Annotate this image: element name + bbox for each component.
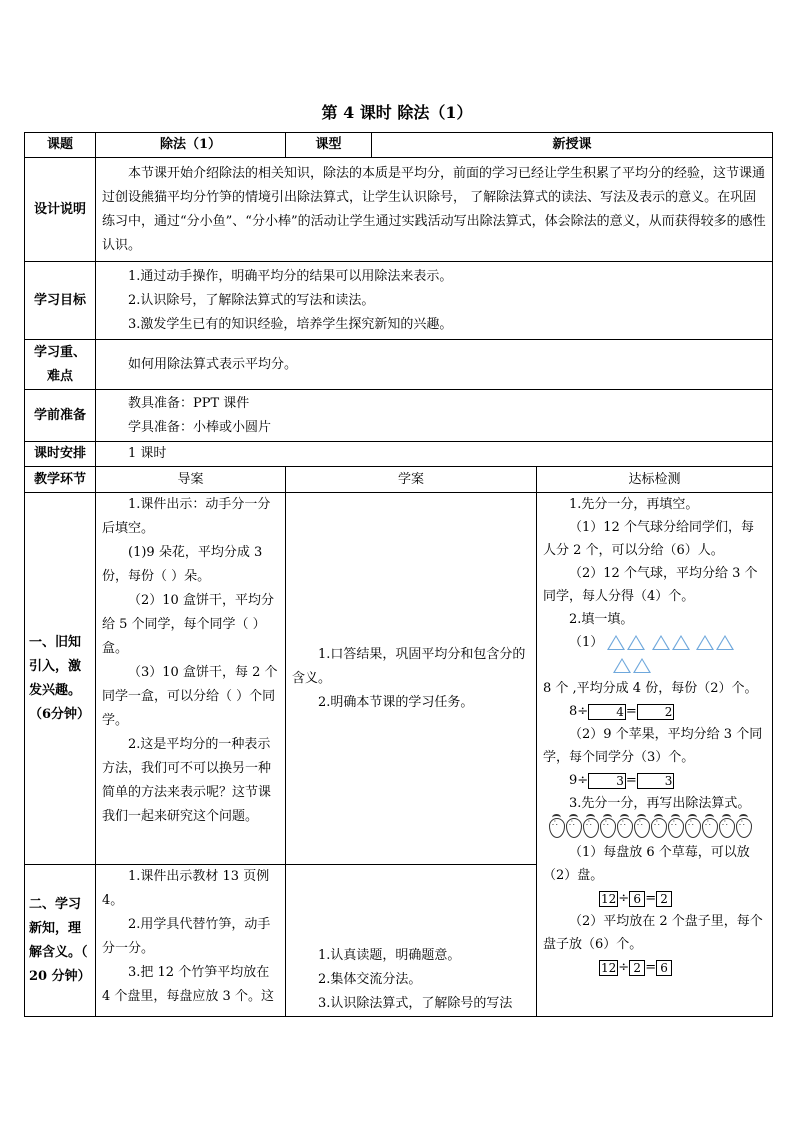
triangle-icon	[607, 635, 625, 650]
strawberry-icon	[685, 818, 701, 838]
strawberry-icon	[566, 818, 582, 838]
page-title: 第 4 课时 除法（1）	[321, 103, 473, 122]
guide-item: 2.用学具代替竹笋，动手分一分。	[102, 917, 271, 956]
check-q2b: （2）9 个苹果，平均分给 3 个同学，每个同学分（3）个。	[543, 727, 763, 765]
eq-operator: ÷	[618, 960, 630, 975]
triangle-icon	[613, 658, 631, 673]
topic-value: 除法（1）	[96, 133, 286, 158]
eq-operator: =	[625, 773, 637, 788]
equation-1	[543, 700, 766, 723]
prep-content	[96, 390, 773, 442]
topic-label: 课题	[25, 133, 96, 158]
check-q3b: （2）平均放在 2 个盘子里，每个盘子放（6）个。	[543, 914, 763, 952]
prep-teacher: 教具准备：PPT 课件	[128, 395, 250, 411]
check-q3a: （1）每盘放 6 个草莓，可以放（2）盘。	[543, 845, 750, 883]
triangle-row	[543, 631, 766, 654]
eq-box: 2	[637, 704, 675, 720]
eq-box: 6	[629, 891, 645, 907]
goal-item: 3.激发学生已有的知识经验，培养学生探究新知的兴趣。	[128, 316, 453, 332]
study-item: 3.认识除法算式，了解除号的写法	[318, 996, 513, 1011]
stage1-study	[286, 493, 537, 865]
eq-number: 8	[569, 704, 578, 719]
guide-item: (1)9 朵花，平均分成 3 份，每份（ ）朵。	[102, 545, 263, 584]
study-item: 2.集体交流分法。	[318, 972, 422, 987]
eq-box: 2	[629, 960, 645, 976]
eq-box: 12	[601, 891, 617, 906]
type-value: 新授课	[372, 133, 773, 158]
guide-item: 3.把 12 个竹笋平均放在 4 个盘里，每盘应放 3 个。这	[102, 965, 274, 1004]
stage1-label: 一、旧知引入，激发兴趣。（6分钟）	[25, 493, 96, 865]
eq-operator: =	[625, 704, 637, 719]
guide-item: （3）10 盒饼干，每 2 个同学一盒，可以分给（ ）个同学。	[102, 665, 278, 728]
stage2-study	[286, 865, 537, 1017]
col-study: 学案	[286, 467, 537, 493]
q2a-prefix: （1）	[569, 635, 604, 650]
col-check: 达标检测	[537, 467, 773, 493]
study-item: 1.口答结果，巩固平均分和包含分的含义。	[292, 646, 526, 686]
study-item: 2.明确本节课的学习任务。	[318, 694, 474, 710]
stage1-guide	[96, 493, 286, 865]
eq-box: 3	[637, 773, 675, 789]
guide-item: 2.这是平均分的一种表示方法，我们可不可以换另一种简单的方法来表示呢？这节课我们一起来研究这个问题。	[102, 737, 272, 824]
goals-row	[25, 262, 773, 340]
keypoints-label	[25, 340, 96, 390]
strawberry-icon	[719, 818, 735, 838]
eq-operator: ÷	[618, 891, 630, 906]
check-q2: 2.填一填。	[569, 612, 634, 627]
strawberry-icon	[736, 818, 752, 838]
schedule-label: 课时安排	[25, 442, 96, 467]
check-q1b: （2）12 个气球，平均分给 3 个同学，每人分得（4）个。	[543, 566, 758, 604]
goal-item: 2.认识除号，了解除法算式的写法和读法。	[128, 292, 375, 308]
eq-box: 3	[588, 773, 626, 789]
check-q3: 3.先分一分，再写出除法算式。	[569, 796, 751, 811]
lesson-plan-table	[24, 132, 773, 1017]
schedule-row	[25, 442, 773, 467]
equation-3	[543, 887, 766, 910]
keypoints-row	[25, 340, 773, 390]
eq-box: 6	[656, 960, 672, 976]
guide-item: 1.课件出示教材 13 页例 4。	[102, 869, 270, 908]
equation-4	[543, 956, 766, 979]
stage2-guide	[96, 865, 286, 1017]
triangle-icon	[652, 635, 670, 650]
eq-box: 2	[656, 891, 672, 907]
eq-number: 9	[569, 773, 578, 788]
keypoints-label-2: 难点	[46, 368, 73, 384]
design-text: 本节课开始介绍除法的相关知识，除法的本质是平均分，前面的学习已经让学生积累了平均分的经验，这节课通过创设熊猫平均分竹笋的情境引出除法算式，让学生认识除号， 了解除法算式的读法、写法及表示的意义。在巩固练习中，通过“分小鱼”、“分小棒”的活动让学生通过实践活动写出除法算式，体会除法的意义，从而获得较多的感性认识。	[96, 158, 773, 262]
col-stage: 教学环节	[25, 467, 96, 493]
design-label: 设计说明	[25, 158, 96, 262]
eq-operator: =	[645, 960, 657, 975]
strawberry-icon	[651, 818, 667, 838]
strawberry-row	[543, 815, 766, 841]
prep-row	[25, 390, 773, 442]
eq-operator: ÷	[577, 773, 589, 788]
strawberry-icon	[617, 818, 633, 838]
goal-item: 1.通过动手操作，明确平均分的结果可以用除法来表示。	[128, 268, 453, 284]
eq-box: 4	[588, 704, 626, 720]
schedule-value: 1 课时	[96, 442, 773, 467]
guide-item: 1.课件出示：动手分一分后填空。	[102, 497, 271, 536]
triangle-icon	[627, 635, 645, 650]
stage2-label: 二、学习新知，理解含义。（ 20 分钟）	[25, 865, 96, 1017]
strawberry-icon	[702, 818, 718, 838]
goals-list	[96, 262, 773, 340]
col-guide: 导案	[96, 467, 286, 493]
triangle-icon	[716, 635, 734, 650]
check-q1a: （1）12 个气球分给同学们，每人分 2 个，可以分给（6）人。	[543, 520, 754, 558]
goals-label: 学习目标	[25, 262, 96, 340]
guide-item: （2）10 盒饼干，平均分给 5 个同学，每个同学（ ）盒。	[102, 593, 274, 656]
triangle-icon	[633, 658, 651, 673]
keypoints-label-1: 学习重、	[33, 344, 86, 360]
prep-student: 学具准备：小棒或小圆片	[128, 419, 272, 435]
keypoints-text: 如何用除法算式表示平均分。	[96, 340, 773, 390]
check-cell	[537, 493, 773, 1017]
study-item: 1.认真读题，明确题意。	[318, 948, 461, 963]
topic-row	[25, 133, 773, 158]
stage1-row	[25, 493, 773, 865]
triangle-icon	[672, 635, 690, 650]
design-row	[25, 158, 773, 262]
equation-2	[543, 769, 766, 792]
column-header-row	[25, 467, 773, 493]
strawberry-icon	[634, 818, 650, 838]
check-q2a-text: 8 个 ,平均分成 4 份，每份（2）个。	[543, 681, 758, 696]
strawberry-icon	[583, 818, 599, 838]
strawberry-icon	[668, 818, 684, 838]
eq-box: 12	[601, 960, 617, 975]
eq-operator: =	[645, 891, 657, 906]
check-q1: 1.先分一分，再填空。	[569, 497, 699, 512]
type-label: 课型	[286, 133, 372, 158]
prep-label: 学前准备	[25, 390, 96, 442]
triangle-icon	[696, 635, 714, 650]
strawberry-icon	[600, 818, 616, 838]
triangle-row-2	[543, 654, 766, 677]
strawberry-icon	[549, 818, 565, 838]
eq-operator: ÷	[577, 704, 589, 719]
